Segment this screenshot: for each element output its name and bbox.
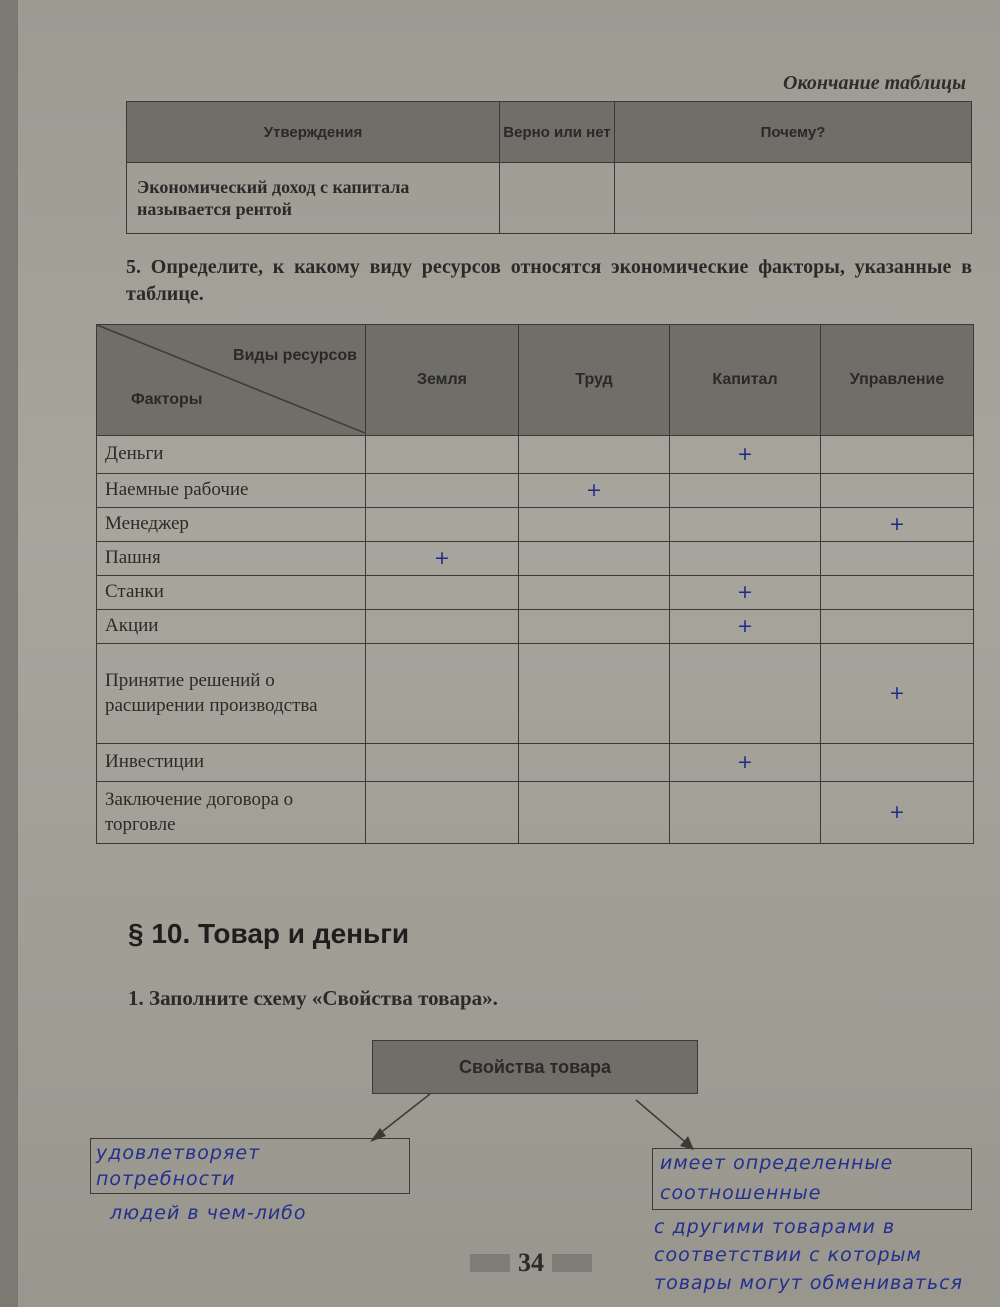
factor-cell: Станки bbox=[97, 576, 366, 610]
right-answer-line-2: соотношенные bbox=[660, 1182, 822, 1204]
handwritten-plus-mark: + bbox=[737, 751, 753, 774]
factor-cell: Принятие решений о расширении производства bbox=[97, 644, 366, 744]
right-arrow bbox=[636, 1100, 690, 1146]
handwritten-plus-mark: + bbox=[737, 615, 753, 638]
page-number-text: 34 bbox=[518, 1248, 544, 1277]
left-answer-line-3: людей в чем-либо bbox=[110, 1202, 307, 1224]
handwritten-plus-mark: + bbox=[889, 801, 905, 824]
page-number-bar-right bbox=[552, 1254, 592, 1272]
column-header-management: Управление bbox=[821, 325, 974, 436]
handwritten-plus-mark: + bbox=[889, 682, 905, 705]
page-number bbox=[470, 1248, 592, 1278]
header-verdict: Верно или нет bbox=[500, 102, 615, 163]
factor-cell: Акции bbox=[97, 610, 366, 644]
right-answer-line-4: соответствии с которым bbox=[654, 1244, 922, 1266]
factor-cell: Инвестиции bbox=[97, 744, 366, 782]
header-statements: Утверждения bbox=[127, 102, 500, 163]
handwritten-plus-mark: + bbox=[737, 443, 753, 466]
continuation-label: Окончание таблицы bbox=[783, 72, 966, 94]
handwritten-plus-mark: + bbox=[586, 479, 602, 502]
header-why: Почему? bbox=[615, 102, 972, 163]
right-answer-line-1: имеет определенные bbox=[660, 1152, 894, 1174]
corner-bottom-label: Факторы bbox=[131, 391, 203, 408]
column-header-capital: Капитал bbox=[670, 325, 821, 436]
handwritten-plus-mark: + bbox=[737, 581, 753, 604]
left-answer-line-1: удовлетворяет bbox=[96, 1142, 261, 1164]
section-title: § 10. Товар и деньги bbox=[128, 918, 410, 949]
left-answer-line-2: потребности bbox=[96, 1168, 236, 1190]
task-5-text: 5. Определите, к какому виду ресурсов относятся экономические факторы, указанные в таблице. bbox=[126, 256, 972, 305]
factor-cell: Менеджер bbox=[97, 508, 366, 542]
column-header-land: Земля bbox=[366, 325, 519, 436]
schema-title-box: Свойства товара bbox=[372, 1040, 698, 1094]
factor-cell: Наемные рабочие bbox=[97, 474, 366, 508]
right-answer-line-3: с другими товарами в bbox=[654, 1216, 896, 1238]
page-number-bar-left bbox=[470, 1254, 510, 1272]
task-1-text: 1. Заполните схему «Свойства товара». bbox=[128, 986, 498, 1010]
handwritten-plus-mark: + bbox=[434, 547, 450, 570]
column-header-labor: Труд bbox=[519, 325, 670, 436]
right-answer-line-5: товары могут обмениваться bbox=[654, 1272, 964, 1294]
corner-top-label: Виды ресурсов bbox=[233, 347, 357, 364]
statement-cell: Экономический доход с капитала называется рентой bbox=[127, 163, 500, 234]
handwritten-plus-mark: + bbox=[889, 513, 905, 536]
factor-cell: Заключение договора о торговле bbox=[97, 782, 366, 844]
factor-cell: Деньги bbox=[97, 436, 366, 474]
factor-cell: Пашня bbox=[97, 542, 366, 576]
